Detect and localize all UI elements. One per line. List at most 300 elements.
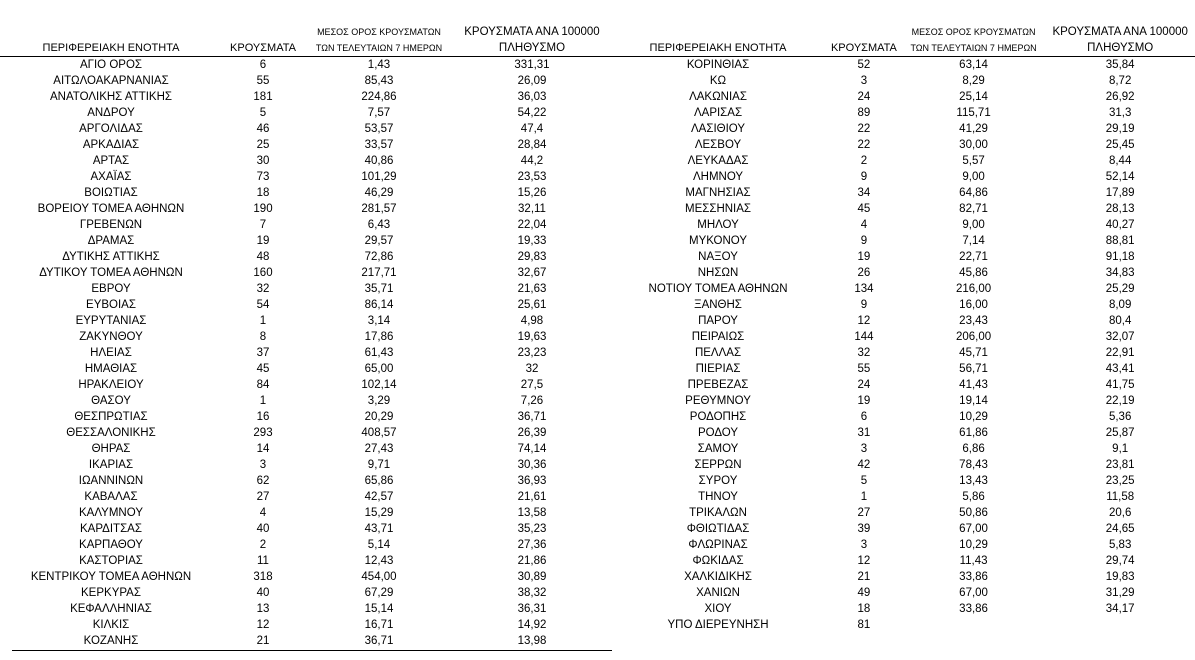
cases-cell: 13 [256,603,270,615]
avg7-cell: 6,86 [962,443,985,455]
cases-cell: 27 [857,507,871,519]
table-row [0,505,610,521]
per100k-cell: 13,58 [517,507,547,519]
region-cell: ΙΩΑΝΝΙΝΩΝ [78,475,144,487]
table-row [0,201,610,217]
cases-cell: 22 [857,123,871,135]
per100k-cell: 27,36 [517,539,547,551]
cases-cell: 34 [857,187,871,199]
avg7-cell: 43,71 [364,523,394,535]
per100k-cell: 35,84 [1105,59,1135,71]
per100k-cell: 15,26 [517,187,547,199]
avg7-cell: 56,71 [959,363,988,375]
per100k-cell: 29,74 [1105,555,1135,567]
region-cell: ΣΑΜΟΥ [697,443,739,455]
table-row [0,425,610,441]
cases-cell: 24 [857,91,871,103]
table-row [610,601,1195,617]
table-row [610,217,1195,233]
avg7-cell [902,617,1046,633]
cases-cell: 134 [854,283,874,295]
cases-cell: 37 [256,347,270,359]
cases-cell: 11 [257,555,269,567]
cases-cell: 40 [256,523,270,535]
per100k-cell: 80,4 [1108,315,1132,327]
per100k-cell: 5,83 [1108,539,1132,551]
table-row [610,249,1195,265]
avg7-cell: 72,86 [364,251,394,263]
header-row [610,0,1195,57]
table-bottom-border [12,650,612,651]
per100k-cell: 26,39 [517,427,547,439]
table-row [0,457,610,473]
avg7-cell: 50,86 [959,507,988,519]
region-cell: ΝΟΤΙΟΥ ΤΟΜΕΑ ΑΘΗΝΩΝ [648,283,788,295]
table-row [0,217,610,233]
per100k-cell: 44,2 [520,155,544,167]
per100k-cell: 34,83 [1105,267,1135,279]
region-cell: ΚΑΛΥΜΝΟΥ [79,507,143,519]
cases-cell: 5 [259,107,267,119]
region-cell: ΡΕΘΥΜΝΟΥ [685,395,751,407]
cases-cell: 39 [857,523,871,535]
avg7-cell: 11,43 [959,555,988,567]
avg7-cell: 53,57 [364,123,394,135]
region-cell: ΜΕΣΣΗΝΙΑΣ [684,203,752,215]
avg7-cell: 22,71 [959,251,988,263]
cases-cell: 52 [857,59,871,71]
region-cell: ΘΕΣΠΡΩΤΙΑΣ [74,411,148,423]
per100k-cell: 331,31 [514,59,550,71]
per100k-cell: 21,86 [517,555,547,567]
per100k-cell: 40,27 [1105,219,1135,231]
table-row [610,425,1195,441]
table-row [0,521,610,537]
region-cell: ΚΕΝΤΡΙΚΟΥ ΤΟΜΕΑ ΑΘΗΝΩΝ [30,571,192,583]
region-cell: ΑΙΤΩΛΟΑΚΑΡΝΑΝΙΑΣ [53,75,169,87]
per100k-cell: 7,26 [520,395,544,407]
region-cell: ΠΕΛΛΑΣ [694,347,742,359]
per100k-cell: 38,32 [517,587,547,599]
cases-cell: 8 [259,331,267,343]
cases-cell: 18 [256,187,270,199]
table-row [0,249,610,265]
cases-cell: 9 [860,171,868,183]
region-cell: ΜΑΓΝΗΣΙΑΣ [685,187,751,199]
cases-cell: 12 [857,315,871,327]
per100k-cell: 4,98 [520,315,544,327]
avg7-cell: 5,57 [962,155,985,167]
per100k-cell: 32,67 [517,267,547,279]
avg7-cell: 9,00 [962,219,985,231]
table-row [0,409,610,425]
per100k-cell: 29,83 [517,251,547,263]
table-row [0,105,610,121]
per100k-cell: 19,33 [517,235,547,247]
avg7-cell: 10,29 [959,411,988,423]
avg7-cell: 65,86 [364,475,394,487]
avg7-cell: 33,86 [959,603,988,615]
cases-cell: 25 [256,139,270,151]
cases-cell: 27 [256,491,270,503]
cases-cell: 6 [259,59,267,71]
table-row [610,537,1195,553]
avg7-cell: 5,86 [962,491,985,503]
avg7-cell: 36,71 [364,635,394,647]
per100k-cell: 11,58 [1106,491,1135,503]
table-row [0,473,610,489]
avg7-cell: 9,71 [367,459,391,471]
cases-cell: 9 [860,299,868,311]
region-cell: ΚΕΡΚΥΡΑΣ [81,587,141,599]
per100k-cell: 19,63 [517,331,547,343]
avg7-cell: 15,29 [364,507,394,519]
per100k-cell: 25,61 [517,299,547,311]
region-cell: ΗΜΑΘΙΑΣ [84,363,138,375]
table-row [610,265,1195,281]
per100k-cell: 30,36 [517,459,547,471]
region-cell: ΚΑΣΤΟΡΙΑΣ [79,555,143,567]
table-row [610,105,1195,121]
cases-cell: 19 [857,395,871,407]
per100k-cell: 32 [525,363,539,375]
per100k-cell: 5,36 [1108,411,1132,423]
per100k-cell: 91,18 [1105,251,1135,263]
region-cell: ΑΡΤΑΣ [92,155,130,167]
avg7-cell: 86,14 [364,299,394,311]
region-cell: ΜΗΛΟΥ [697,219,739,231]
region-cell: ΛΗΜΝΟΥ [692,171,744,183]
region-cell: ΒΟΙΩΤΙΑΣ [84,187,138,199]
cases-cell: 2 [259,539,267,551]
header-cases-per-100k-line1: ΚΡΟΥΣΜΑΤΑ ΑΝΑ 100000 [464,26,600,38]
header-region: ΠΕΡΙΦΕΡΕΙΑΚΗ ΕΝΟΤΗΤΑ [610,0,826,57]
avg7-cell: 20,29 [364,411,394,423]
per100k-cell: 41,75 [1105,379,1135,391]
cases-cell: 32 [857,347,871,359]
cases-cell: 4 [259,507,267,519]
region-cell: ΗΡΑΚΛΕΙΟΥ [78,379,144,391]
table-row [0,313,610,329]
table-row [610,185,1195,201]
header-row [0,0,610,57]
per100k-cell: 25,45 [1105,139,1135,151]
per100k-cell: 29,19 [1105,123,1135,135]
cases-cell: 12 [857,555,871,567]
avg7-cell: 67,00 [959,523,988,535]
table-row [0,73,610,89]
avg7-cell: 67,29 [364,587,394,599]
region-cell: ΧΑΝΙΩΝ [696,587,740,599]
header-7day-average-line1: ΜΕΣΟΣ ΟΡΟΣ ΚΡΟΥΣΜΑΤΩΝ [317,27,441,37]
region-cell: ΞΑΝΘΗΣ [694,299,742,311]
table-row [0,489,610,505]
region-cell: ΚΑΡΔΙΤΣΑΣ [80,523,142,535]
region-cell: ΤΗΝΟΥ [698,491,738,503]
table-row [0,361,610,377]
table-row [0,329,610,345]
table-row [0,89,610,105]
per100k-cell: 36,93 [517,475,547,487]
region-cell: ΤΡΙΚΑΛΩΝ [689,507,747,519]
cases-cell: 19 [256,235,270,247]
table-row [0,281,610,297]
per100k-cell: 32,11 [518,203,546,215]
header-cases-per-100k [454,0,610,57]
avg7-cell: 41,29 [959,123,988,135]
cases-cell: 7 [259,219,267,231]
cases-cell: 81 [857,619,871,631]
per100k-cell: 23,53 [517,171,547,183]
table-row [610,521,1195,537]
table-row [610,473,1195,489]
region-cell: ΡΟΔΟΥ [697,427,739,439]
region-cell: ΑΝΔΡΟΥ [87,107,135,119]
region-cell: ΧΑΛΚΙΔΙΚΗΣ [684,571,752,583]
region-cell: ΗΛΕΙΑΣ [90,347,132,359]
cases-cell: 42 [857,459,871,471]
table-row [0,345,610,361]
region-cell: ΧΙΟΥ [704,603,732,615]
region-cell: ΘΕΣΣΑΛΟΝΙΚΗΣ [66,427,156,439]
avg7-cell: 408,57 [361,427,397,439]
table-row [0,601,610,617]
region-cell: ΚΑΒΑΛΑΣ [84,491,138,503]
per100k-cell: 26,09 [517,75,547,87]
per100k-cell: 9,1 [1112,443,1129,455]
avg7-cell: 64,86 [959,187,988,199]
table-row [610,89,1195,105]
region-cell: ΡΟΔΟΠΗΣ [689,411,747,423]
region-cell: ΔΡΑΜΑΣ [87,235,135,247]
avg7-cell: 6,43 [367,219,391,231]
region-cell: ΕΒΡΟΥ [91,283,131,295]
per100k-cell: 28,13 [1105,203,1135,215]
per100k-cell: 24,65 [1105,523,1135,535]
header-region: ΠΕΡΙΦΕΡΕΙΑΚΗ ΕΝΟΤΗΤΑ [0,0,222,57]
cases-cell: 160 [253,267,273,279]
avg7-cell: 61,43 [364,347,394,359]
avg7-cell: 454,00 [361,571,397,583]
per100k-cell: 8,44 [1108,155,1132,167]
avg7-cell: 115,71 [956,107,991,119]
region-cell: ΚΑΡΠΑΘΟΥ [79,539,143,551]
cases-cell: 16 [256,411,270,423]
table-row [0,569,610,585]
cases-cell: 73 [256,171,270,183]
avg7-cell: 46,29 [364,187,394,199]
per100k-cell: 35,23 [517,523,547,535]
avg7-cell: 27,43 [364,443,394,455]
region-cell: ΘΑΣΟΥ [91,395,131,407]
avg7-cell: 85,43 [364,75,394,87]
avg7-cell: 224,86 [361,91,397,103]
avg7-cell: 3,29 [367,395,391,407]
region-cell: ΘΗΡΑΣ [91,443,131,455]
per100k-cell: 22,91 [1105,347,1135,359]
header-7day-average-line1: ΜΕΣΟΣ ΟΡΟΣ ΚΡΟΥΣΜΑΤΩΝ [911,27,1036,37]
cases-cell: 2 [860,155,868,167]
cases-cell: 55 [857,363,871,375]
per100k-cell: 26,92 [1105,91,1135,103]
region-cell: ΛΕΣΒΟΥ [694,139,742,151]
cases-cell: 12 [256,619,270,631]
per100k-cell: 31,29 [1105,587,1135,599]
avg7-cell: 9,00 [962,171,985,183]
avg7-cell: 217,71 [361,267,397,279]
per100k-cell: 8,09 [1108,299,1132,311]
avg7-cell: 7,57 [367,107,391,119]
avg7-cell: 82,71 [959,203,988,215]
avg7-cell: 33,86 [959,571,988,583]
cases-cell: 190 [253,203,273,215]
table-row [610,297,1195,313]
cases-cell: 19 [857,251,871,263]
cases-table-right [610,0,1195,633]
region-cell: ΝΗΣΩΝ [697,267,739,279]
cases-cell: 24 [857,379,871,391]
avg7-cell: 78,43 [959,459,988,471]
table-row [610,57,1195,74]
avg7-cell: 1,43 [367,59,391,71]
header-cases-per-100k-line2: ΠΛΗΘΥΣΜΟ [498,42,566,54]
table-row [0,121,610,137]
per100k-cell: 28,84 [517,139,547,151]
cases-cell: 318 [253,571,273,583]
per100k-cell: 23,23 [517,347,547,359]
region-cell: ΒΟΡΕΙΟΥ ΤΟΜΕΑ ΑΘΗΝΩΝ [37,203,185,215]
table-row [610,377,1195,393]
region-cell: ΚΟΡΙΝΘΙΑΣ [686,59,750,71]
table-row [610,281,1195,297]
table-row [0,617,610,633]
per100k-cell [1045,617,1195,633]
per100k-cell: 43,41 [1105,363,1135,375]
table-row [610,345,1195,361]
cases-cell: 40 [256,587,270,599]
avg7-cell: 101,29 [361,171,397,183]
per100k-cell: 34,17 [1105,603,1135,615]
cases-cell: 9 [860,235,868,247]
header-7day-average [902,0,1046,57]
header-cases-per-100k-line1: ΚΡΟΥΣΜΑΤΑ ΑΝΑ 100000 [1052,26,1188,38]
region-cell: ΥΠΟ ΔΙΕΡΕΥΝΗΣΗ [667,619,769,631]
avg7-cell: 61,86 [959,427,988,439]
cases-cell: 84 [256,379,270,391]
region-cell: ΛΑΣΙΘΙΟΥ [691,123,746,135]
table-row [610,137,1195,153]
avg7-cell: 29,57 [364,235,394,247]
per100k-cell: 23,25 [1105,475,1135,487]
table-row [610,457,1195,473]
table-row [0,137,610,153]
table-row [0,297,610,313]
region-cell: ΕΥΒΟΙΑΣ [86,299,136,311]
header-7day-average [304,0,454,57]
table-row [610,201,1195,217]
per100k-cell: 21,63 [517,283,547,295]
avg7-cell: 10,29 [959,539,988,551]
table-row [0,377,610,393]
cases-cell: 293 [253,427,273,439]
avg7-cell: 19,14 [959,395,988,407]
table-row [610,569,1195,585]
table-row [610,313,1195,329]
table-row [610,441,1195,457]
region-cell: ΦΛΩΡΙΝΑΣ [688,539,748,551]
table-row [610,121,1195,137]
avg7-cell: 23,43 [959,315,988,327]
table-row [610,489,1195,505]
per100k-cell: 36,03 [517,91,547,103]
table-row [0,585,610,601]
per100k-cell: 14,92 [517,619,547,631]
cases-cell: 3 [259,459,267,471]
per100k-cell: 36,71 [517,411,547,423]
cases-cell: 1 [259,395,267,407]
table-row [0,169,610,185]
avg7-cell: 8,29 [962,75,985,87]
avg7-cell: 216,00 [955,283,992,295]
table-row [0,441,610,457]
region-cell: ΝΑΞΟΥ [698,251,738,263]
avg7-cell: 17,86 [364,331,394,343]
table-row [0,393,610,409]
avg7-cell: 65,00 [364,363,394,375]
header-cases: ΚΡΟΥΣΜΑΤΑ [826,0,902,57]
cases-cell: 46 [256,123,270,135]
region-cell: ΣΥΡΟΥ [698,475,738,487]
per100k-cell: 22,19 [1105,395,1135,407]
avg7-cell: 42,57 [364,491,394,503]
cases-cell: 54 [256,299,270,311]
region-cell: ΛΑΡΙΣΑΣ [693,107,743,119]
per100k-cell: 47,4 [520,123,544,135]
region-cell: ΑΡΚΑΔΙΑΣ [82,139,140,151]
avg7-cell: 5,14 [367,539,391,551]
cases-cell: 21 [857,571,871,583]
region-cell: ΑΡΓΟΛΙΔΑΣ [79,123,143,135]
per100k-cell: 54,22 [517,107,547,119]
avg7-cell: 7,14 [962,235,985,247]
table-row [610,233,1195,249]
table-row [0,233,610,249]
per100k-cell: 30,89 [517,571,547,583]
avg7-cell: 16,71 [364,619,394,631]
per100k-cell: 17,89 [1105,187,1135,199]
table-row [610,553,1195,569]
region-cell: ΚΕΦΑΛΛΗΝΙΑΣ [70,603,152,615]
cases-cell: 62 [256,475,270,487]
cases-cell: 32 [256,283,270,295]
region-cell: ΔΥΤΙΚΟΥ ΤΟΜΕΑ ΑΘΗΝΩΝ [39,267,183,279]
avg7-cell: 35,71 [364,283,394,295]
cases-cell: 4 [860,219,868,231]
region-cell: ΛΕΥΚΑΔΑΣ [687,155,749,167]
cases-cell: 26 [857,267,871,279]
header-7day-average-line2: ΤΩΝ ΤΕΛΕΥΤΑΙΩΝ 7 ΗΜΕΡΩΝ [315,43,443,53]
per100k-cell: 52,14 [1105,171,1135,183]
cases-cell: 181 [253,91,273,103]
per100k-cell: 27,5 [520,379,544,391]
table-body-right [610,57,1195,634]
region-cell: ΚΟΖΑΝΗΣ [83,635,139,647]
avg7-cell: 3,14 [367,315,391,327]
region-cell: ΦΩΚΙΔΑΣ [692,555,744,567]
cases-cell: 18 [857,603,871,615]
cases-cell: 3 [860,539,868,551]
avg7-cell: 12,43 [364,555,394,567]
